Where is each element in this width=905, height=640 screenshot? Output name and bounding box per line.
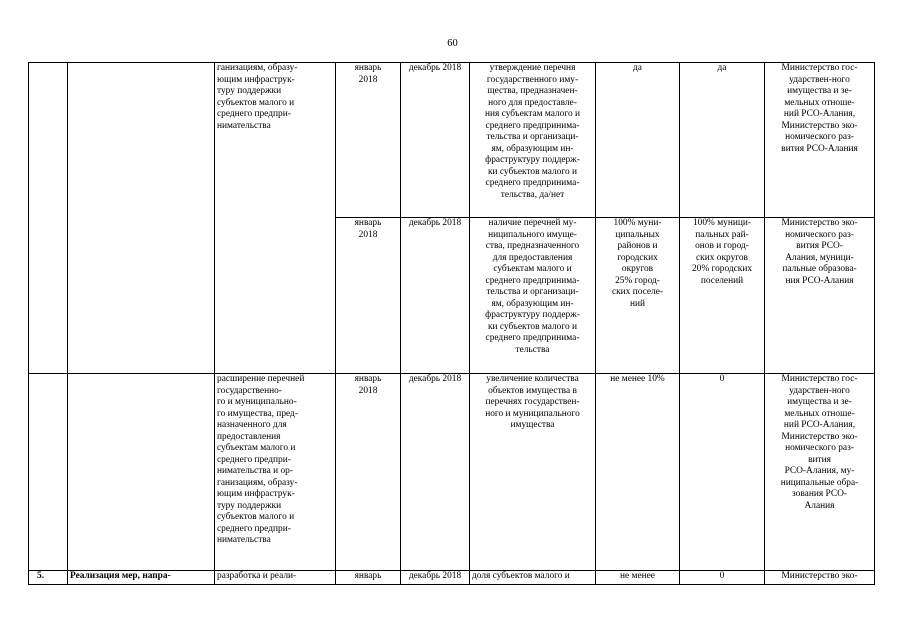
table-row: [29, 571, 875, 585]
sub-measure-cell: разработка и реали-: [215, 571, 336, 585]
end-date-cell: декабрь 2018: [401, 218, 470, 374]
measures-table: [28, 62, 875, 585]
indicator-cell: увеличение количества объектов имущества в перечнях государствен- ного и муниципального имущества: [470, 374, 596, 571]
end-date-cell: декабрь 2018: [401, 63, 470, 218]
row-number-cell: 5.: [29, 571, 68, 585]
start-date-cell: январь 2018: [336, 374, 401, 571]
base-value-cell: не менее: [596, 571, 680, 585]
responsible-cell: Министерство эко-: [765, 571, 875, 585]
measure-name-cell: [68, 374, 215, 571]
target-value-cell: 0: [680, 374, 765, 571]
indicator-cell: доля субъектов малого и: [470, 571, 596, 585]
measure-name-cell: [68, 63, 215, 374]
table-row: [29, 63, 875, 218]
page-number: 60: [447, 38, 458, 49]
base-value-cell: да: [596, 63, 680, 218]
end-date-cell: декабрь 2018: [401, 374, 470, 571]
responsible-cell: Министерство эко- номического раз- вития РСО- Алания, муници- пальные образова- ния РСО-Алания: [765, 218, 875, 374]
indicator-cell: утверждение перечня государственного иму- щества, предназначен- ного для предоставле- ния субъектам малого и среднего предпринима- тельства и организаци- ям, образующим ин- фраструктуру поддерж- ки субъектов малого и среднего предпринима- тельства, да/нет: [470, 63, 596, 218]
sub-measure-cell: расширение перечней государственно- го и муниципально- го имущества, пред- назначенного для предоставления субъектам малого и среднего предпри- нимательства и ор- ганизациям, образу- ющим инфраструк- туру поддержки субъектов малого и среднего предпри- нимательства: [215, 374, 336, 571]
target-value-cell: да: [680, 63, 765, 218]
end-date-cell: декабрь 2018: [401, 571, 470, 585]
base-value-cell: 100% муни- ципальных районов и городских округов 25% город- ских поселе- ний: [596, 218, 680, 374]
indicator-cell: наличие перечней му- ниципального имуще- ства, предназначенного для предоставления субъектам малого и среднего предпринима- тельства и организаци- ям, образующим ин- фраструктуру поддерж- ки субъектов малого и среднего предпринима- тельства: [470, 218, 596, 374]
target-value-cell: 100% муници- пальных рай- онов и город- ских округов 20% городских поселений: [680, 218, 765, 374]
row-number-cell: [29, 374, 68, 571]
sub-measure-cell: ганизациям, образу- ющим инфраструк- туру поддержки субъектов малого и среднего предпри- нимательства: [215, 63, 336, 374]
target-value-cell: 0: [680, 571, 765, 585]
start-date-cell: январь 2018: [336, 63, 401, 218]
responsible-cell: Министерство гос- ударствен-ного имущества и зе- мельных отноше- ний РСО-Алания, Министерство эко- номического раз- вития РСО-Алания, му- ниципальные обра- зования РСО- Алания: [765, 374, 875, 571]
table-row: [29, 374, 875, 571]
row-number-cell: [29, 63, 68, 374]
measure-name-cell: Реализация мер, напра-: [68, 571, 215, 585]
start-date-cell: январь 2018: [336, 218, 401, 374]
start-date-cell: январь: [336, 571, 401, 585]
base-value-cell: не менее 10%: [596, 374, 680, 571]
responsible-cell: Министерство гос- ударствен-ного имущества и зе- мельных отноше- ний РСО-Алания, Министерство эко- номического раз- вития РСО-Алания: [765, 63, 875, 218]
